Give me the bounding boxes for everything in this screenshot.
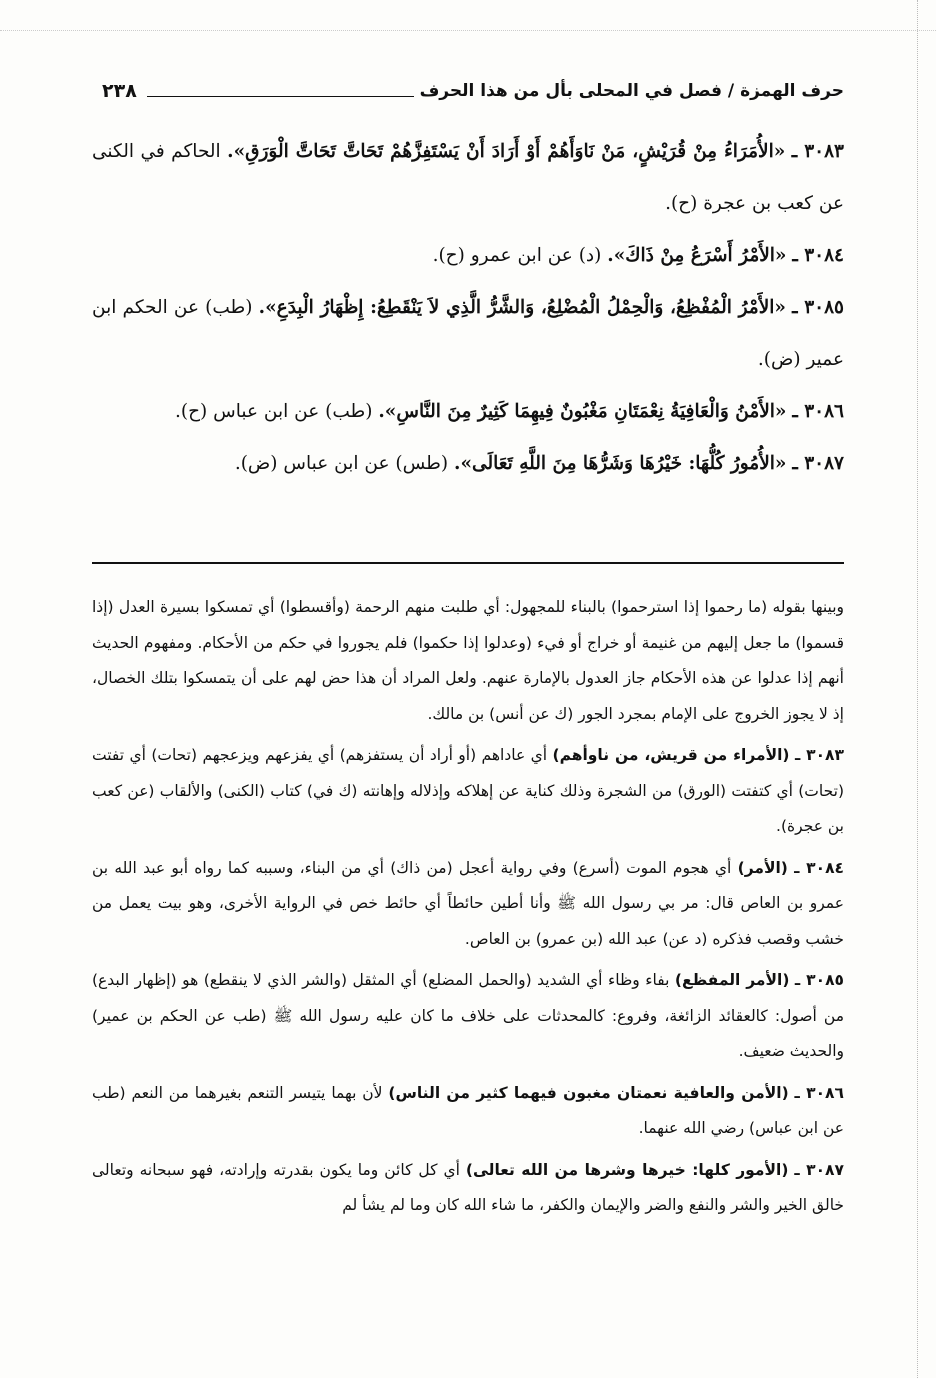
hadith-source: (طب) عن الحكم ابن عمير (ض).	[92, 297, 844, 370]
commentary-text: بفاء وظاء أي الشديد (والحمل المضلع) أي المثقل (والشر الذي لا ينقطع) هو (إظهار البدع) من أصول: كالعقائد الزائغة، وفروع: كالمحدثات على خلاف ما كان عليه رسول الله ﷺ (طب عن الحكم بن عمير) والحديث ضعيف.	[92, 971, 844, 1060]
commentary-text: أي كل كائن وما يكون بقدرته وإرادته، فهو سبحانه وتعالى خالق الخير والشر والنفع والضر والإيمان والكفر، ما شاء الله كان وما لم يشأ لم	[92, 1160, 844, 1214]
page-header	[92, 74, 844, 108]
hadith-entry	[92, 230, 844, 282]
commentary-text: أي هجوم الموت (أسرع) وفي رواية أعجل (من ذاك) أي من البناء، وسببه كما رواه أبو عبد الله بن عمرو بن العاص قال: مر بي رسول الله ﷺ وأنا أطين حائطاً أي حائط خص في الرواية الأخرى، وهو بيت يعمل من خشب وقصب فذكره (د عن) عبد الله (بن عمرو) بن العاص.	[92, 858, 844, 948]
hadith-text: «الأُمُورُ كُلُّهَا: خَيْرُهَا وَشَرُّهَا مِنَ اللَّهِ تَعَالَى».	[454, 453, 787, 474]
commentary-section	[92, 590, 844, 1230]
hadith-source: (د) عن ابن عمرو (ح).	[432, 245, 602, 266]
commentary-text: لأن بهما يتيسر التنعم بغيرهما من النعم (طب عن ابن عباس) رضي الله عنهما.	[92, 1083, 844, 1137]
commentary-number: ٣٠٨٤ ـ	[794, 858, 844, 877]
hadith-entry	[92, 438, 844, 490]
commentary-number: ٣٠٨٥ ـ	[794, 971, 844, 989]
hadith-entry	[92, 386, 844, 438]
commentary-lead: (الأمراء من قريش، من ناوأهم)	[552, 746, 790, 764]
hadith-entry	[92, 282, 844, 386]
footnote-divider	[92, 562, 844, 564]
commentary-paragraph	[92, 1153, 844, 1224]
scan-border-right	[917, 0, 926, 1378]
hadith-source: (طس) عن ابن عباس (ض).	[234, 453, 449, 474]
running-title: حرف الهمزة / فصل في المحلى بأل من هذا الحرف	[419, 81, 844, 101]
commentary-number: ٣٠٨٦ ـ	[794, 1083, 844, 1102]
hadith-number: ٣٠٨٣ ـ	[791, 141, 844, 162]
hadith-text: «الأَمْنُ وَالْعَافِيَةُ نِعْمَتَانِ مَغْبُونٌ فِيهِمَا كَثِيرٌ مِنَ النَّاسِ».	[378, 401, 787, 422]
commentary-paragraph	[92, 851, 844, 958]
commentary-lead: (الأمن والعافية نعمتان مغبون فيهما كثير من الناس)	[388, 1083, 789, 1102]
commentary-text: وبينها بقوله (ما رحموا إذا استرحموا) بالبناء للمجهول: أي طلبت منهم الرحمة (وأقسطوا) أي تمسكوا بسيرة العدل (إذا قسموا) ما جعل إليهم من غنيمة أو خراج أو فيء (وعدلوا إذا حكموا) فلم يجوروا في حكم من الأحكام. ومفهوم الحديث أنهم إذا عدلوا عن هذه الأحكام جاز العدول بالإمارة عنهم. ولعل المراد أن هذا حض لهم على أن يتمسكوا بتلك الخصال، إذ لا يجوز الخروج على الإمام بمجرد الجور (ك عن أنس) بن مالك.	[92, 598, 844, 723]
hadith-text: «الأُمَرَاءُ مِنْ قُرَيْشٍ، مَنْ نَاوَأَهُمْ أَوْ أَرَادَ أَنْ يَسْتَفِزَّهُمْ تَحَاتَّ تَحَاتَّ الْوَرَقِ».	[227, 141, 786, 162]
hadith-number: ٣٠٨٧ ـ	[792, 453, 844, 474]
hadith-entry	[92, 126, 844, 230]
commentary-number: ٣٠٨٣ ـ	[794, 746, 844, 764]
hadith-number: ٣٠٨٥ ـ	[792, 297, 844, 318]
hadith-number: ٣٠٨٦ ـ	[792, 401, 844, 422]
hadith-source: (طب) عن ابن عباس (ح).	[175, 401, 373, 422]
page-number: ٢٣٨	[102, 80, 137, 102]
commentary-paragraph	[92, 738, 844, 845]
hadith-text: «الأَمْرُ أَسْرَعُ مِنْ ذَاكَ».	[607, 245, 787, 266]
commentary-paragraph	[92, 590, 844, 732]
commentary-paragraph	[92, 1076, 844, 1147]
hadith-source: الحاكم في الكنى عن كعب بن عجرة (ح).	[92, 141, 844, 214]
scan-border-top	[0, 30, 936, 32]
commentary-paragraph	[92, 963, 844, 1070]
commentary-text: أي عاداهم (أو أراد أن يستفزهم) أي يفزعهم ويزعجهم (تحات) أي تفتت (تحات) أي كتفتت (الورق) من الشجرة وذلك كناية عن إهلاكه وإذلاله وإهانته (ك في) كتاب (الكنى) والألقاب (عن كعب بن عجرة).	[92, 746, 844, 835]
commentary-number: ٣٠٨٧ ـ	[794, 1160, 844, 1179]
commentary-lead: (الأمور كلها: خيرها وشرها من الله تعالى)	[465, 1160, 789, 1179]
commentary-lead: (الأمر المفظع)	[674, 971, 790, 989]
header-rule	[147, 96, 414, 97]
hadith-number: ٣٠٨٤ ـ	[792, 245, 844, 266]
commentary-lead: (الأمر)	[737, 858, 788, 877]
hadith-text: «الأَمْرُ الْمُفْظِعُ، وَالْحِمْلُ الْمُضْلِعُ، وَالشَّرُّ الَّذِي لاَ يَنْقَطِعُ: إِظْهَارُ الْبِدَعِ».	[258, 297, 786, 318]
hadith-list	[92, 126, 844, 490]
